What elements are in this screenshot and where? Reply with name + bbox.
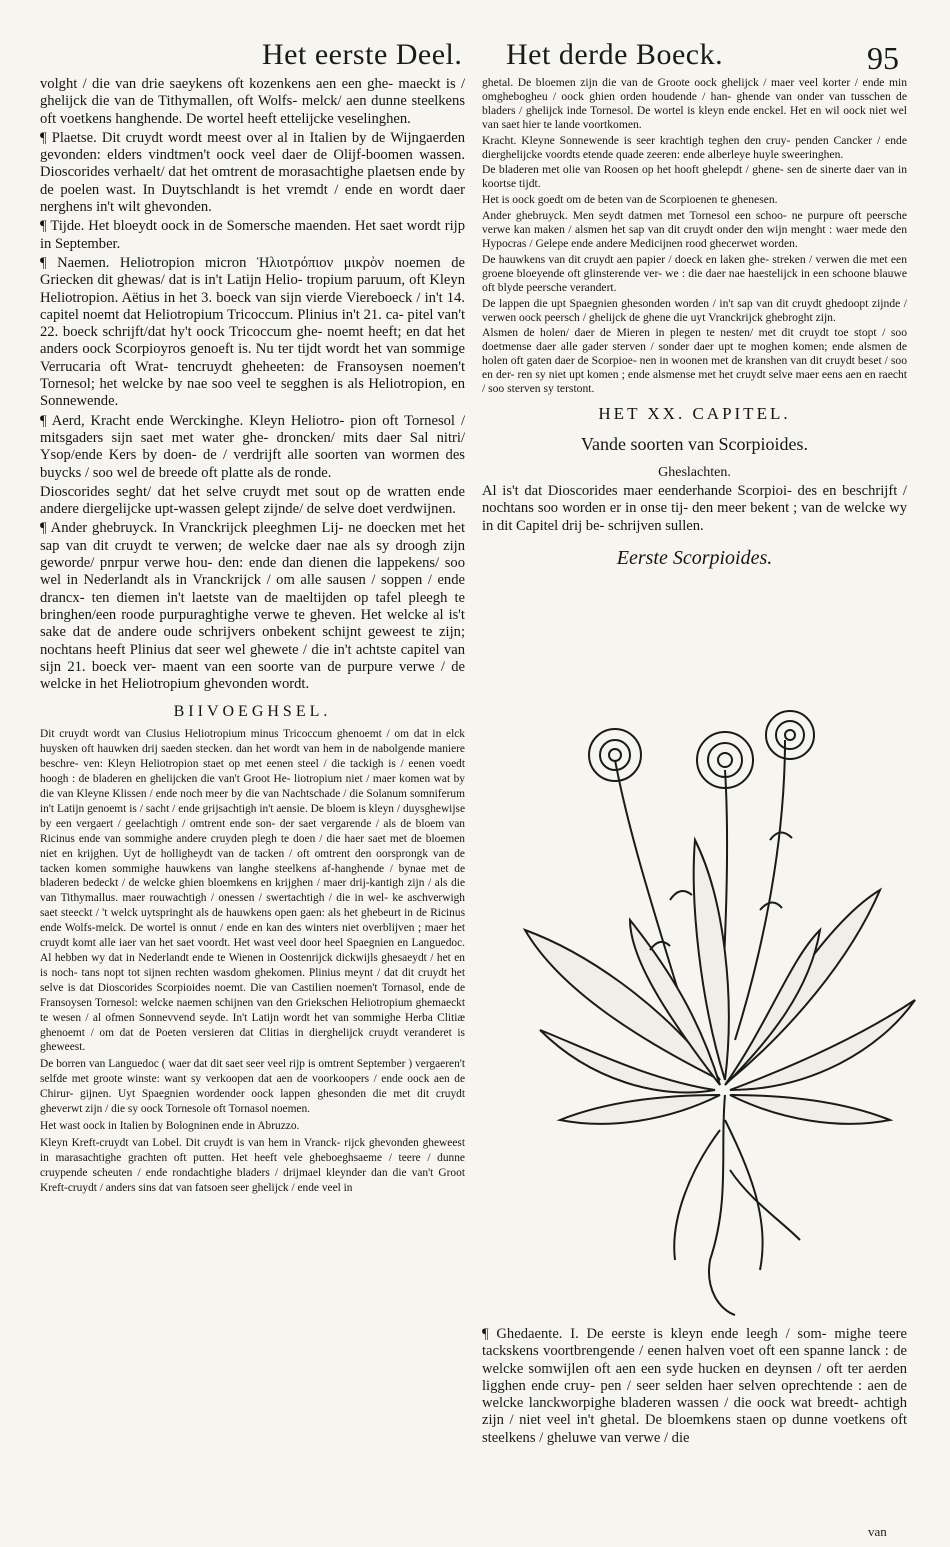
- kracht-paragraph: Kracht. Kleyne Sonnewende is seer krachtigh teghen den cruy- penden Cancker / ende dierghelijcke voordts etende quade zeeren: ende alberleye huyle sweeringhen.: [482, 133, 907, 161]
- ghedaente-paragraph: ¶ Ghedaente. I. De eerste is kleyn ende leegh / som- mighe teere tackskens voortbrengende / eenen halven voet oft een spanne lanck : de welcke somwijlen oft aen een syde hucken en deynsen / oft ter aerden ligghen ende cruy- pen / seer selden haer selven oprechtende : aen de welcke lanckworpighe bladeren wassen / die oock wat breedt- achtigh zijn / niet veel in't ghetal. De bloemkens staen op dunne voetkens oft steelkens / gheluwe van verwe / die: [482, 1326, 907, 1446]
- right-column: [482, 76, 907, 576]
- curled-flowerhead-3: [766, 711, 814, 759]
- ander-paragraph: Ander ghebruyck. Men seydt datmen met Tornesol een schoo- ne purpure oft peersche verwe kan maken / alsmen het sap van dit cruydt onder den wijn menght : waer mede den Hypocras / Gelepe ende andere Medicijnen rood ghecerwet worden.: [482, 209, 907, 250]
- root: [709, 1095, 735, 1315]
- geslachten-paragraph: Al is't dat Dioscorides maer eenderhande Scorpioi- des en beschrijft / nochtans soo worden er in onse tij- den meer bekent ; van de welcke wy in dit Capitel drij be- schrijven sullen.: [482, 482, 907, 534]
- aerd-paragraph: ¶ Aerd, Kracht ende Werckinghe. Kleyn Heliotro- pion oft Tornesol / mitsgaders sijn saet met water ghe- droncken/ mits daer Sal nitri/ Ysop/ende Kers by doen- de / verdrijft alle soorten van wormen des buycks / soo wel de breede oft platte als de ronde.: [40, 412, 465, 481]
- plant-title: Eerste Scorpioides.: [616, 546, 773, 569]
- bud: [670, 891, 692, 900]
- ander-paragraph-2: De hauwkens van dit cruydt aen papier / doeck en laken ghe- streken / verwen die met een groene bloeyende oft glinsterende ver- we : die daer nae haestelijck in een schoone blauwe oft blyde peersche verandert.: [482, 252, 907, 294]
- plaetse-paragraph: ¶ Plaetse. Dit cruydt wordt meest over al in Italien by de Wijngaerden gevonden: elders vindtmen't oock veel daer de Olijf-boomen wassen. Dioscorides verhaelt/ dat het omtrent de morasachtighe plaetsen ende by de poelen wast. In Duytschlandt is het vremdt / ende en wordt daer nerghens in't wilt ghevonden.: [40, 129, 465, 216]
- running-header-left: Het eerste Deel.: [262, 38, 463, 71]
- bijvoeghsel-paragraph: Dit cruydt wordt van Clusius Heliotropium minus Tricoccum ghenoemt / om dat in elck huysken oft hauwken drij saeden stecken. dan het wordt van hem in de nabolgende maniere beschre- ven: Kleyn Heliotropion staet op met eenen steel / die tackigh is / eenen voedt hoogh : de bladeren en ghelijcken die van't Groot He- liotropium niet / maer komen wat by die van Kleyne Klissen / ende noch meer by die van Nachtschade / die Solanum somniferum in't Latijn genoemt is / sacht / ende grijsachtigh in't aensie. De bloem is kleyn / duysghewijse by een vergaert / geelachtigh / omtrent ende son- der saet vergarende / als de bloem van Ricinus ende van sommighe andere cruyden plegh te doen / die haer saet met de bloemen niet en krijghen. Uyt de holligheydt van de tacken / oft omtrent den oorsprongk van de tacken komen sommighe hauwkens van langhe steelkens af-hanghende / bynae met de bladeren bedeckt / de welcke ghien bloemkens en krijghen / maer drij-kantigh zijn / als die van Tithymallus. maer rouwachtigh / onessen / swertachtigh / die in wel- ke aschverwigh saet steeckt / 't welck uytspringht als de hauwkens open gaen: als het ghebeurt in de Ricinus ende Wolfs-melck. De wortel is onnut / ende en kan des winters niet overblijven ; maer het cruydt komt alle iaer van het saet voordt. Het wast veel door heel Spaegnien en Languedoc. Al hebben wy dat in Nederlandt ende te Wienen in Oostenrijck dickwijls ghesaeydt / het en is noch- tans nopt tot sijnen rechten wasdom ghekomen. Plinius meynt / dat dit cruydt het selve is dat Dioscorides Scorpioides noemt. Die van Castilien noemen't Tornasol, ende de Fransoysen Tornesol: welcke naemen schijnen van den Griekschen Heliotropium ghemaeckt te wesen / al ofmen Sonnevvend seyde. In't Latijn wordt het van sommighe Herba Clitiæ ghenoemt / om dat de Poeten versieren dat Clitias in dierghelijck cruydt veranderet is gheweest.: [40, 728, 465, 1054]
- leaf: [525, 930, 720, 1080]
- bijvoeghsel-heading: BIIVOEGHSEL.: [173, 703, 332, 721]
- ander-gebruyck-paragraph: ¶ Ander ghebruyck. In Vranckrijck pleeghmen Lij- ne doecken met het sap van dit cruydt te verwen; de welcke daer nae als sy droogh zijn geworde/ pnrpur verwe hou- den: ende dan dienen die lappekens/ soo wel in Nederlandt als in Vranckrijck / om alle sausen / soppen / ende drancx- ten diemen in't laetste van de maeltijden op tafel pleegh te bringhen/een roode purpuraghtighe verwe te gheven. Het welcke al is't sake dat de andere oude schrijvers onbekent schijnt geweest te zijn; nochtans heeft Plinius dat seer wel ghewete / die in't achtste capitel van sijn 21. boeck ver- maent van een soorte van de purpure verwe / de welcke in het Heliotropium ghevonden wordt.: [40, 520, 465, 693]
- bijvoeghsel-paragraph-2: De borren van Languedoc ( waer dat dit saet seer veel rijp is omtrent September ) vergaeren't selfde met groote winste: want sy verkoopen dat aen de voorkoopers / ende oock aen de Chirur- gijnen. Uyt Spaegnien wordender oock lappen ghesonden die met dit cruydt gheverwt zijn / die sy oock Tornesole oft Tornasol noemen.: [40, 1058, 465, 1116]
- right-top-paragraph: ghetal. De bloemen zijn die van de Groote oock ghelijck / maer veel korter / ende min omghebogheu / oock ghien orden houdende / han- ghende van onder van tusschen de bladers / ghelijck inde Tornesol. De wortel is kleyn ende enckel. Het en wil oock niet wel van saet hier te lande voortkomen.: [482, 76, 907, 131]
- bijvoeghsel-paragraph-4: Kleyn Kreft-cruydt van Lobel. Dit cruydt is van hem in Vranck- rijck ghevonden gheweest in marasachtighe grachten oft putten. Het heeft vele gheboeghsaeme / teere / dunne cruypende scheuten / ende rondachtighe bladers / drijmael kleynder dan die van't Groot Kreft-cruydt / anders sins dat van fatsoen seer ghelijck / ende veel in: [40, 1136, 465, 1194]
- kracht-paragraph-2: De bladeren met olie van Roosen op het hooft ghelepdt / ghene- sen de sinerte daer van in koortse tijdt.: [482, 163, 907, 191]
- left-column: [40, 76, 465, 1197]
- bijvoeghsel-paragraph-3: Het wast oock in Italien by Bologninen ende in Abruzzo.: [40, 1119, 300, 1132]
- page-number: 95: [867, 40, 899, 76]
- running-header-right: Het derde Boeck.: [506, 38, 724, 71]
- scorpioides-woodcut-illustration: [520, 700, 920, 1320]
- ander-paragraph-4: Alsmen de holen/ daer de Mieren in plegen te nesten/ met dit cruydt toe stopt / soo doetmense daer alle gader sterven / sonder daer upt te moghen komen; ende alsmen de holen oft gaten daer de Scorpioe- nen in woonen met de kranshen van dit cruydt beset / soo en der- ren sy niet upt komen ; ende alsmense met het cruydt selve maer eens aen en raecht / soo sterven sy terstont.: [482, 326, 907, 396]
- chapter-heading: HET XX. CAPITEL.: [598, 403, 791, 423]
- geslachten-heading: Gheslachten.: [658, 464, 731, 480]
- chapter-subtitle: Vande soorten van Scorpioides.: [581, 433, 808, 454]
- ander-paragraph-3: De lappen die upt Spaegnien ghesonden worden / in't sap van dit cruydt ghedoopt zijnde / verwen oock peersch / ghelijck de ghene die uyt Vranckrijck ghebroght zijn.: [482, 296, 907, 324]
- dioscorides-paragraph: Dioscorides seght/ dat het selve cruydt met sout op de wratten ende andere diergelijcke upt-wassen gelept zijnde/ de selve doet verdwijnen.: [40, 483, 465, 518]
- curled-flowerhead-1: [589, 729, 641, 781]
- tijde-paragraph: ¶ Tijde. Het bloeydt oock in de Somersche maenden. Het saet wordt rijp in September.: [40, 218, 465, 252]
- kracht-paragraph-3: Het is oock goedt om de beten van de Scorpioenen te ghenesen.: [482, 193, 778, 207]
- catchword: van: [868, 1524, 887, 1539]
- naemen-paragraph: ¶ Naemen. Heliotropion micron Ἡλιοτρόπιον μικρὸν noemen de Griecken dit ghewas/ dat is in't Latijn Helio- tropium paruum, oft Kleyn Heliotropion. Aëtius in het 3. boeck van sijn vierde Viereboeck / in't 14. capitel noemt dat Heliotropium Tricoccum. Plinius in't 21. ca- pitel van't 22. boeck schrijft/dat hy't oock Tricoccum ghe- noemt heeft; en dat het anders oock Scorpioyros genoeft is. Nu ter tijdt wordt het van sommige Verrucaria oft Wrat- tencruydt gheheeten: de Fransoysen noemen't Tornesol; het welcke by nae soo veel te segghen is als Heliotropion, en Sonnewende.: [40, 254, 465, 410]
- intro-paragraph: volght / die van drie saeykens oft kozenkens aen een ghe- maeckt is / ghelijck die van de Tithymallen, oft Wolfs- melck/ aen dunne steelkens oft voetkens hanghende. De wortel heeft ettelijcke veselinghen.: [40, 76, 465, 127]
